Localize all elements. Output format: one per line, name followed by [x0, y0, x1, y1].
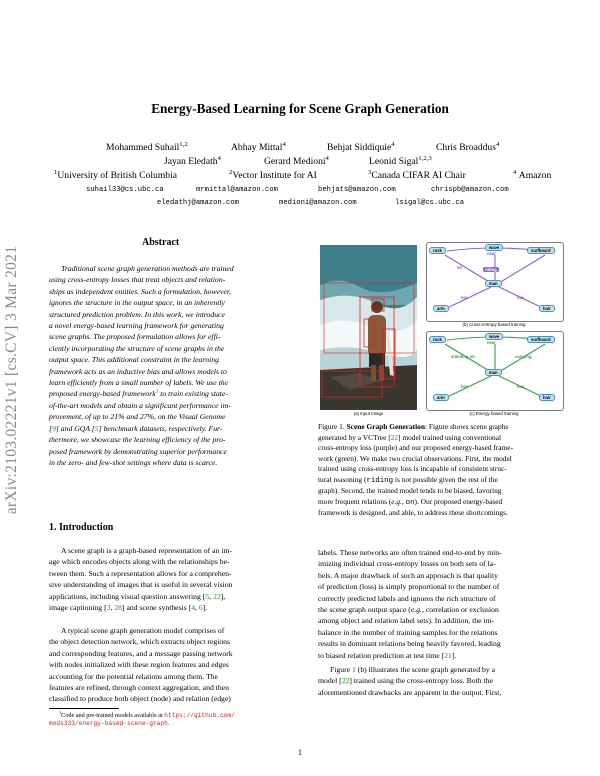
edge-on: on	[457, 265, 463, 270]
figure-ref-link[interactable]: 1	[352, 665, 356, 674]
panel-cross-entropy	[426, 242, 564, 322]
author-6: Gerard Medioni$^4$	[264, 154, 329, 167]
footnote-url[interactable]: mods333/energy-based-scene-graph	[49, 720, 168, 727]
edge-has: has	[517, 384, 525, 389]
citation-link[interactable]: 21	[444, 650, 452, 660]
citation-link[interactable]: 5	[94, 423, 99, 433]
arxiv-id: arXiv:2103.02221v1 [cs.CV] 3 Mar 2021	[3, 245, 20, 515]
node-arm: arm	[433, 394, 449, 401]
intro-paragraph-1: A scene graph is a graph-based representation of an im- age which encodes objects along with the relationships be- tween them. Such a representation allows for a comprehen- sive understanding of images that is useful in several vision applications, including visual question answering [5, 22], image captioning [3, 28] and scene synthesis [4, 6].	[49, 546, 233, 613]
abstract-heading: Abstract	[142, 237, 180, 248]
node-hair: hair	[539, 305, 555, 312]
input-image	[320, 245, 417, 410]
email-link[interactable]: eledathj@amazon.com	[157, 199, 239, 207]
arxiv-stamp	[4, 190, 20, 570]
citation-link[interactable]: 22	[341, 676, 350, 686]
footnote: $^1$Code and pre-trained models available at https://github.com/ mods333/energy-based-scene-graph.	[49, 709, 235, 727]
intro-heading: 1. Introduction	[49, 522, 114, 533]
intro-paragraph-2: A typical scene graph generation model comprises of the object detection network, which extracts object regions and corresponding features, and a message passing network with nodes initialized with these region features and edges accounting for the potential relations among them. The features are refined, through context aggregation, and then classified to produce both object (node) and relation (edge)	[49, 626, 233, 704]
surfer-photo	[320, 245, 417, 410]
node-man: man	[485, 369, 502, 376]
affiliation-4: $^4$ Amazon	[513, 168, 552, 181]
citation-link[interactable]: 22	[390, 432, 399, 442]
edge-riding: riding	[485, 267, 497, 272]
figure-caption: Figure 1. Scene Graph Generation: Figure shows scene graphs generated by a VCTree [22] model trained using conventional cross-entropy loss (purple) and our proposed energy-based frame- work (green). We make two crucial observations. First, the model trained using cross-entropy loss is incapable of consistent struc- tural reasoning (riding is not possible given the rest of the graph). Second, the trained model tends to be biased, favoring more frequent relations (e.g., on). Our proposed energy-based framework is designed, and able, to address these shortcomings.	[318, 422, 514, 517]
abstract-body: Traditional scene graph generation methods are trained using cross-entropy losses that treat objects and relation- ships as independent entities. Such a formulation, however, ignores the structure in the output space, in an inherently structured prediction problem. In this work, we introduce a novel energy-based learning framework for generating scene graphs. The proposed formulation allows for effi- ciently incorporating the structure of scene graphs in the output space. This additional constraint in the learning framework acts as an inductive bias and allows models to learn efficiently from a small number of labels. We use the proposed energy-based framework$^1$ to train existing state- of-the-art models and obtain a significant performance im- provement, of up to 21% and 27%, on the Visual Genome [9] and GQA [5] benchmark datasets, respectively. Fur- thermore, we showcase the learning efficiency of the pro- posed framework by demonstrating superior performance in the zero- and few-shot settings where data is scarce.	[49, 264, 234, 467]
node-arm: arm	[433, 305, 449, 312]
right-column-paragraph-1: labels. These networks are often trained end-to-end by min- imizing individual cross-entropy losses on both sets of la- bels. A major drawback of such an approach is that quality of prediction (loss) is simply proportional to the number of correctly predicted labels and ignores the rich structure of the scene graph output space (e.g., correlation or exclusion among object and relation label sets). In addition, the im- balance in the number of training samples for the relations results in dominant relations being heavily favored, leading to biased relation prediction at test time [21].	[318, 548, 502, 660]
node-hair: hair	[539, 394, 555, 401]
email-link[interactable]: mrmittal@amazon.com	[196, 186, 278, 194]
node-surfboard: surfboard	[527, 336, 555, 343]
paper-title: Energy-Based Learning for Scene Graph Generation	[151, 101, 449, 116]
node-wave: wave	[485, 333, 503, 340]
citation-link[interactable]: 4	[191, 603, 196, 613]
subcaption-c: (c) Energy based training	[469, 411, 519, 416]
footnote-ref[interactable]: 1	[155, 388, 159, 395]
citation-link[interactable]: 9	[52, 423, 56, 433]
citation-link[interactable]: 28	[114, 603, 123, 613]
node-rock: rock	[429, 336, 446, 343]
edge-standing-on: standing on	[451, 354, 475, 359]
edge-has: has	[517, 295, 525, 300]
panel-energy-based	[426, 331, 564, 411]
footnote-url[interactable]: https://github.com/	[164, 712, 235, 719]
affiliation-1: $^1$University of British Columbia	[54, 168, 178, 181]
author-4: Chris Broaddus$^4$	[436, 140, 500, 153]
author-5: Jayan Eledath$^4$	[164, 154, 221, 167]
citation-link[interactable]: 3	[106, 603, 111, 613]
figure-1	[318, 239, 566, 417]
subcaption-a: (a) Input Image	[353, 411, 384, 416]
author-2: Abhay Mittal$^4$	[231, 140, 286, 153]
citation-link[interactable]: 6	[198, 603, 203, 613]
email-link[interactable]: medioni@amazon.com	[279, 199, 357, 207]
edge-carrying: carrying	[515, 354, 532, 359]
email-link[interactable]: behjats@amazon.com	[318, 186, 396, 194]
email-link[interactable]: suhail33@cs.ubc.ca	[86, 186, 164, 194]
citation-link[interactable]: 22	[212, 591, 221, 601]
edge-near: near	[487, 340, 496, 345]
right-column-paragraph-2: Figure 1 (b) illustrates the scene graph generated by a model [22] trained using the cross-entropy loss. Both the aforementioned drawbacks are apparent in the output. First,	[318, 665, 502, 697]
email-link[interactable]: chrispb@amazon.com	[431, 186, 509, 194]
author-3: Behjat Siddiquie$^4$	[327, 140, 395, 153]
subcaption-b: (b) Cross-entropy based training	[462, 322, 526, 327]
node-surfboard: surfboard	[527, 247, 555, 254]
edge-near: near	[487, 251, 496, 256]
edge-has: has	[461, 295, 469, 300]
author-1: Mohammed Suhail$^{1,2}$	[106, 140, 188, 153]
affiliation-2: $^2$Vector Institute for AI	[229, 168, 317, 181]
citation-link[interactable]: 5	[205, 591, 210, 601]
edge-has: has	[461, 384, 469, 389]
affiliation-3: $^3$Canada CIFAR AI Chair	[368, 168, 466, 181]
page-number: 1	[298, 748, 302, 757]
node-rock: rock	[429, 247, 446, 254]
node-man: man	[485, 280, 502, 287]
email-link[interactable]: lsigal@cs.ubc.ca	[395, 199, 465, 207]
node-wave: wave	[485, 244, 503, 251]
footnote-rule	[49, 708, 119, 709]
author-7: Leonid Sigal$^{1,2,3}$	[369, 154, 432, 167]
